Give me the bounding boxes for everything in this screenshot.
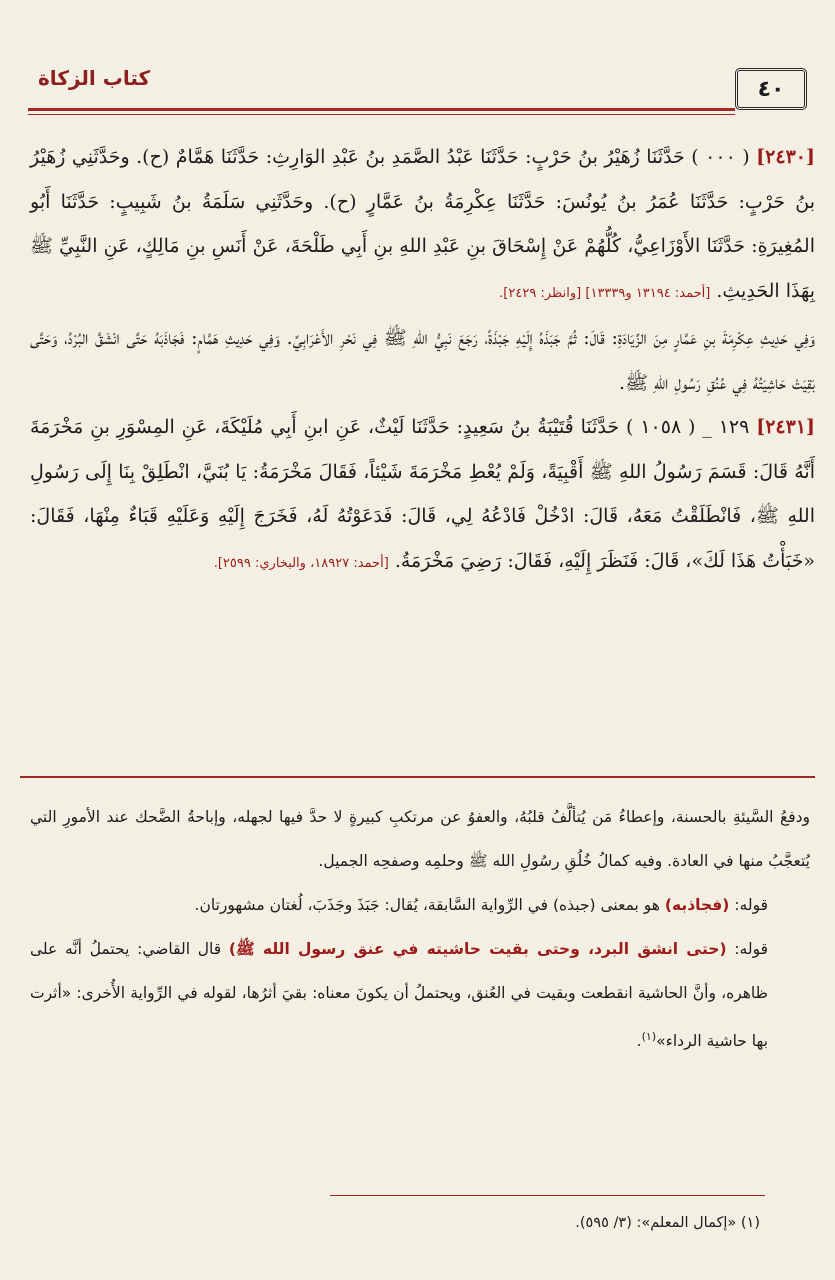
hadith-number-2430: [٢٤٣٠]: [756, 146, 815, 168]
book-title: كتاب الزكاة: [38, 66, 151, 90]
commentary-quote: (حتى انشق البرد، وحتى بقيت حاشيته في عنق رسول الله ﷺ): [228, 940, 727, 958]
commentary-paragraph-2: [30, 883, 810, 927]
commentary: [30, 795, 810, 1063]
header-rule-thin: [28, 114, 735, 115]
footnote: (١) «إكمال المعلم»: (٣/ ٥٩٥).: [575, 1215, 760, 1231]
commentary-paragraph-1: ودفعُ السَّيئةِ بالحسنة، وإعطاءُ مَن يُتألَّفُ قلبُهُ، والعفوُ عن مرتكبِ كبيرةٍ لا حدَّ فيها لجهله، وإباحةُ الضَّحك عند الأمورِ التي يُتعجَّبُ منها في العادة. وفيه كمالُ خُلُقِ رسُولِ الله ﷺ وحلمِه وصفحِه الجميل.: [30, 808, 810, 870]
hadith-2430-text: ( ٠٠٠ ) حَدَّثَنَا زُهَيْرُ بنُ حَرْبٍ: حَدَّثَنَا عَبْدُ الصَّمَدِ بنُ عَبْدِ الوَارِثِ: حَدَّثَنَا هَمَّامٌ (ح). وحَدَّثَنِي زُهَيْرُ بنُ حَرْبٍ: حَدَّثَنَا عُمَرُ بنُ يُونُسَ: حَدَّثَنَا عِكْرِمَةُ بنُ عَمَّارٍ (ح). وحَدَّثَنِي سَلَمَةُ بنُ شَبِيبٍ: حَدَّثَنَا أَبُو المُغِيرَةِ: حَدَّثَنَا الأَوْزَاعِيُّ، كُلُّهُمْ عَنْ إِسْحَاقَ بنِ عَبْدِ اللهِ بنِ أَبِي طَلْحَةَ، عَنْ أَنَسِ بنِ مَالِكٍ، عَنِ النَّبِيِّ ﷺ بِهَذَا الحَدِيثِ.: [30, 146, 815, 302]
hadith-2430: [30, 135, 815, 316]
commentary-paragraph-3: قوله: (حتى انشق البرد، وحتى بقيت حاشيته في عنق رسول الله ﷺ) قال القاضي: يحتملُ أنَّه على ظاهره، وأنَّ الحاشية انقطعت وبقيت في العُنق، ويحتملُ أن يكونَ معناه: بقيَ أثرُها، لقوله في الرِّواية الأُخرى: «أثرت بها حاشية الرداء»$^{(١)}$.: [30, 940, 768, 1051]
commentary-quote: (فجاذبه): [664, 896, 730, 914]
page-number: ٤٠: [735, 68, 807, 110]
commentary-divider: [20, 776, 815, 778]
hadith-2430-reference: [أحمد: ١٣١٩٤ و١٣٣٣٩] [وانظر: ٢٤٢٩].: [499, 285, 711, 301]
hadith-2431-reference: [أحمد: ١٨٩٢٧، والبخاري: ٢٥٩٩].: [213, 555, 389, 571]
footnote-rule: [330, 1195, 765, 1196]
hadith-number-2431: [٢٤٣١]: [756, 416, 816, 438]
commentary-lead: قوله:: [734, 940, 768, 958]
page-header: [20, 62, 815, 122]
commentary-text: قال القاضي: يحتملُ أنَّه على ظاهره، وأنَّ الحاشية انقطعت وبقيت في العُنق، ويحتملُ أن يكونَ معناه: بقيَ أثرُها، لقوله في الرِّواية الأُخرى: «أثرت بها حاشية الرداء»: [30, 940, 768, 1051]
hadith-text: [30, 135, 815, 586]
hadith-2431-text: ١٢٩ _ ( ١٠٥٨ ) حَدَّثَنَا قُتَيْبَةُ بنُ سَعِيدٍ: حَدَّثَنَا لَيْثٌ، عَنِ ابنِ أَبِي مُلَيْكَةَ، عَنِ المِسْوَرِ بنِ مَخْرَمَةَ أَنَّهُ قَالَ: قَسَمَ رَسُولُ اللهِ ﷺ أَقْبِيَةً، وَلَمْ يُعْطِ مَخْرَمَةَ شَيْئاً، فَقَالَ مَخْرَمَةُ: يَا بُنَيَّ، انْطَلِقْ بِنَا إِلَى رَسُولِ اللهِ ﷺ، فَانْطَلَقْتُ مَعَهُ، قَالَ: ادْخُلْ فَادْعُهُ لِي، قَالَ: فَدَعَوْتُهُ لَهُ، فَخَرَجَ إِلَيْهِ وَعَلَيْهِ قَبَاءٌ مِنْهَا، فَقَالَ: «خَبَأْتُ هَذَا لَكَ»، قَالَ: فَنَظَرَ إِلَيْهِ، فَقَالَ: رَضِيَ مَخْرَمَةُ.: [30, 416, 815, 572]
commentary-lead: قوله:: [734, 896, 768, 914]
commentary-text: هو بمعنى (جبذه) في الرِّواية السَّابقة، يُقال: جَبَذَ وجَذَبَ، لُغتان مشهورتان.: [194, 896, 660, 914]
hadith-2431: [30, 405, 815, 586]
header-rule: [28, 108, 735, 111]
footnote-marker[interactable]: (١): [641, 1030, 657, 1043]
hadith-2430-addition: وَفِي حَدِيثِ عِكْرِمَةَ بنِ عَمَّارٍ مِنَ الزِّيَادَةِ: قَالَ: ثُمَّ جَبَذَهُ إِلَيْهِ جَبْذَةً، رَجَعَ نَبِيُّ اللهِ ﷺ فِي نَحْرِ الأَعْرَابِيِّ. وَفِي حَدِيثِ هَمَّامٍ: فَجَاذَبَهُ حَتَّى انْشَقَّ البُرْدُ، وَحَتَّى بَقِيَتْ حَاشِيَتُهُ فِي عُنُقِ رَسُولِ اللهِ ﷺ.: [30, 327, 815, 394]
